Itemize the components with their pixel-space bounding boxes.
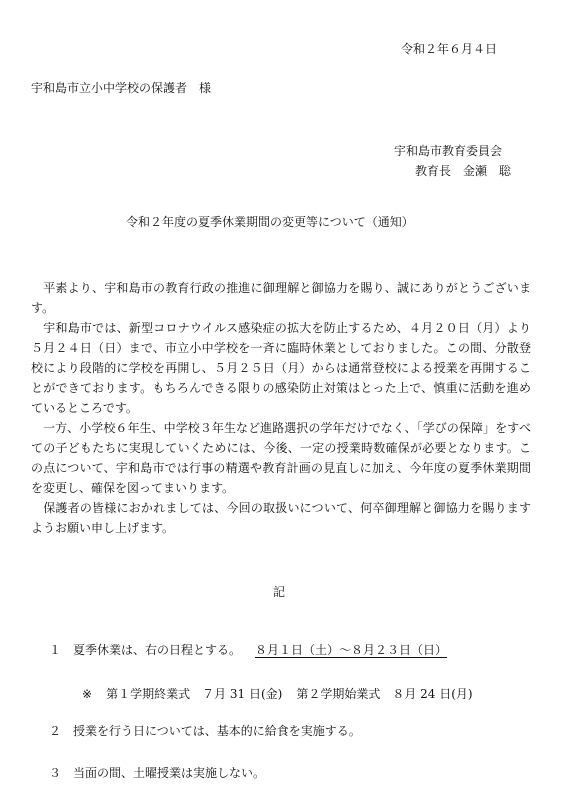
note-mark: ※ bbox=[82, 687, 93, 701]
note-closing-ceremony: 第１学期終業式 ７月 31 日(金) bbox=[106, 687, 283, 701]
body-paragraph-4: 保護者の皆様におかれましては、今回の取扱いについて、何卒御理解と御協力を賜りますようお願い申し上げます。 bbox=[31, 501, 531, 535]
document-date: 令和２年６月４日 bbox=[401, 42, 498, 56]
note-opening-ceremony: 第２学期始業式 ８月 24 日(月) bbox=[296, 687, 473, 701]
item-1 bbox=[49, 641, 447, 658]
addressee: 宇和島市立小中学校の保護者 様 bbox=[31, 81, 212, 95]
item-1-text: １ 夏季休業は、右の日程とする。 bbox=[49, 643, 242, 657]
item-2: ２ 授業を行う日については、基本的に給食を実施する。 bbox=[49, 724, 361, 738]
sender-name: 教育長 金瀬 聡 bbox=[415, 164, 512, 178]
item-1-dates: ８月１日（土）～８月２３日（日） bbox=[255, 643, 448, 657]
body-text bbox=[31, 278, 531, 538]
body-paragraph-3: 一方、小学校６年生、中学校３年生など進路選択の学年だけでなく、「学びの保障」をすべての子どもたちに実現していくためには、今後、一定の授業時数確保が必要となります。この点について、宇和島市では行事の精選や教育計画の見直しに加え、今年度の夏季休業期間を変更し、確保を図ってまいります。 bbox=[31, 421, 531, 495]
sender-organization: 宇和島市教育委員会 bbox=[394, 144, 503, 158]
ki-heading: 記 bbox=[273, 585, 286, 599]
ceremony-note bbox=[82, 685, 473, 702]
item-3: ３ 当面の間、土曜授業は実施しない。 bbox=[49, 766, 266, 780]
body-paragraph-2: 宇和島市では、新型コロナウイルス感染症の拡大を防止するため、４月２０日（月）より５月２４日（日）まで、市立小中学校を一斉に臨時休業としておりました。この間、分散登校により段階的に学校を再開し、５月２５日（月）からは通常登校による授業を再開することができております。もちろんできる限りの感染防止対策はとった上で、慎重に活動を進めているところです。 bbox=[31, 321, 531, 415]
body-paragraph-1: 平素より、宇和島市の教育行政の推進に御理解と御協力を賜り、誠にありがとうございます。 bbox=[31, 281, 531, 315]
document-title: 令和２年度の夏季休業期間の変更等について（通知） bbox=[126, 215, 414, 229]
